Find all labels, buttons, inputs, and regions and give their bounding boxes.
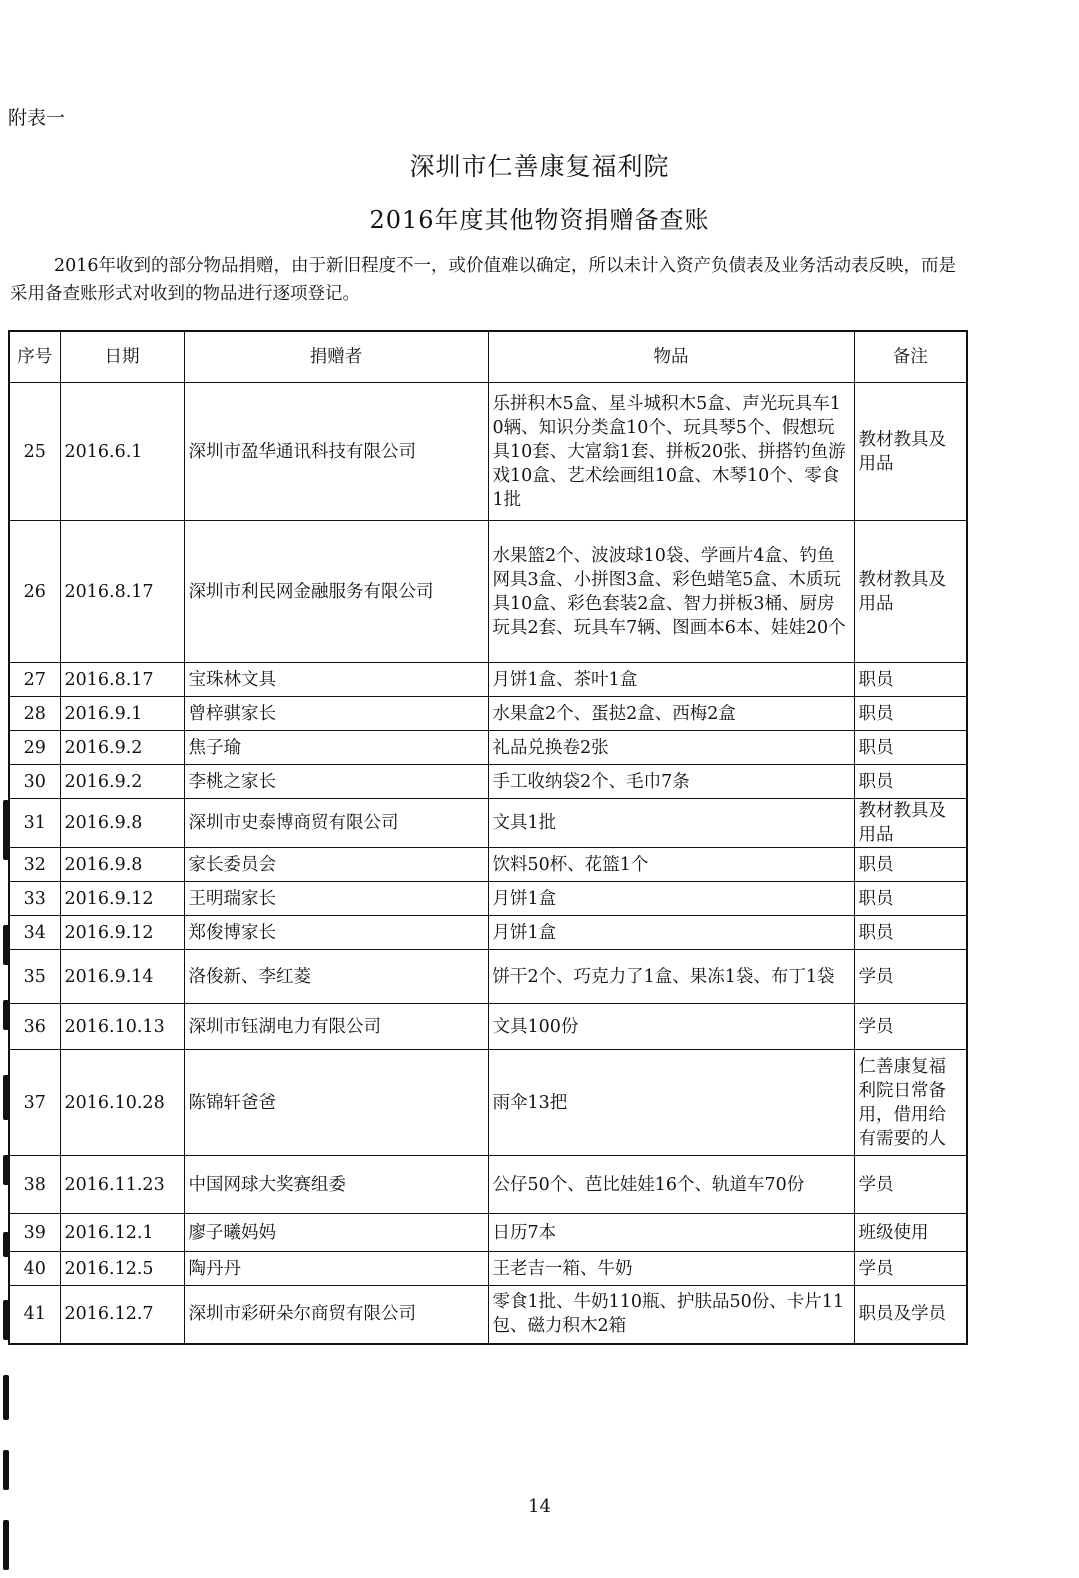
cell-items: 水果篮2个、波波球10袋、学画片4盒、钓鱼网具3盒、小拼图3盒、彩色蜡笔5盒、木质玩具10盒、彩色套装2盒、智力拼板3桶、厨房玩具2套、玩具车7辆、图画本6本、娃娃20个 <box>488 521 854 663</box>
cell-note: 学员 <box>854 1252 967 1286</box>
cell-donor: 王明瑞家长 <box>184 882 488 916</box>
table-row <box>9 950 967 1004</box>
cell-note: 学员 <box>854 950 967 1004</box>
cell-donor: 廖子曦妈妈 <box>184 1214 488 1252</box>
header-donor: 捐赠者 <box>184 331 488 383</box>
cell-seq: 32 <box>9 848 60 882</box>
cell-seq: 25 <box>9 383 60 521</box>
cell-note: 职员及学员 <box>854 1286 967 1344</box>
table-row <box>9 663 967 697</box>
cell-seq: 34 <box>9 916 60 950</box>
cell-donor: 家长委员会 <box>184 848 488 882</box>
table-row <box>9 383 967 521</box>
header-date: 日期 <box>60 331 184 383</box>
cell-donor: 陶丹丹 <box>184 1252 488 1286</box>
cell-note: 职员 <box>854 882 967 916</box>
cell-note: 职员 <box>854 697 967 731</box>
table-row <box>9 848 967 882</box>
cell-donor: 焦子瑜 <box>184 731 488 765</box>
table-row <box>9 882 967 916</box>
table-row <box>9 916 967 950</box>
cell-items: 王老吉一箱、牛奶 <box>488 1252 854 1286</box>
cell-date: 2016.9.14 <box>60 950 184 1004</box>
cell-date: 2016.9.2 <box>60 765 184 799</box>
cell-items: 文具100份 <box>488 1004 854 1050</box>
cell-items: 手工收纳袋2个、毛巾7条 <box>488 765 854 799</box>
table-row <box>9 1004 967 1050</box>
header-seq: 序号 <box>9 331 60 383</box>
cell-seq: 26 <box>9 521 60 663</box>
cell-note: 教材教具及用品 <box>854 521 967 663</box>
table-row <box>9 1050 967 1156</box>
table-row <box>9 765 967 799</box>
cell-note: 职员 <box>854 916 967 950</box>
cell-date: 2016.8.17 <box>60 663 184 697</box>
annex-label: 附表一 <box>8 107 66 129</box>
cell-seq: 36 <box>9 1004 60 1050</box>
cell-donor: 陈锦轩爸爸 <box>184 1050 488 1156</box>
header-note: 备注 <box>854 331 967 383</box>
cell-date: 2016.9.1 <box>60 697 184 731</box>
cell-items: 零食1批、牛奶110瓶、护肤品50份、卡片11包、磁力积木2箱 <box>488 1286 854 1344</box>
cell-note: 职员 <box>854 663 967 697</box>
table-row <box>9 697 967 731</box>
cell-items: 公仔50个、芭比娃娃16个、轨道车70份 <box>488 1156 854 1214</box>
cell-seq: 40 <box>9 1252 60 1286</box>
table-row <box>9 799 967 848</box>
document-title: 深圳市仁善康复福利院 <box>409 152 670 181</box>
cell-seq: 31 <box>9 799 60 848</box>
cell-note: 学员 <box>854 1156 967 1214</box>
table-row <box>9 731 967 765</box>
cell-items: 饮料50杯、花篮1个 <box>488 848 854 882</box>
cell-items: 乐拼积木5盒、星斗城积木5盒、声光玩具车10辆、知识分类盒10个、玩具琴5个、假想玩具10套、大富翁1套、拼板20张、拼搭钓鱼游戏10盒、艺术绘画组10盒、木琴10个、零食1批 <box>488 383 854 521</box>
cell-donor: 深圳市彩研朵尔商贸有限公司 <box>184 1286 488 1344</box>
cell-items: 礼品兑换卷2张 <box>488 731 854 765</box>
cell-donor: 深圳市利民网金融服务有限公司 <box>184 521 488 663</box>
table-body <box>9 383 967 1344</box>
cell-seq: 41 <box>9 1286 60 1344</box>
cell-seq: 39 <box>9 1214 60 1252</box>
table-row <box>9 1214 967 1252</box>
cell-items: 饼干2个、巧克力了1盒、果冻1袋、布丁1袋 <box>488 950 854 1004</box>
cell-date: 2016.11.23 <box>60 1156 184 1214</box>
table-row <box>9 1252 967 1286</box>
cell-donor: 中国网球大奖赛组委 <box>184 1156 488 1214</box>
cell-note: 职员 <box>854 765 967 799</box>
document-subtitle: 2016年度其他物资捐赠备查账 <box>369 206 710 234</box>
cell-donor: 深圳市史泰博商贸有限公司 <box>184 799 488 848</box>
cell-donor: 李桃之家长 <box>184 765 488 799</box>
cell-note: 仁善康复福利院日常备用，借用给有需要的人 <box>854 1050 967 1156</box>
cell-date: 2016.9.8 <box>60 799 184 848</box>
cell-seq: 30 <box>9 765 60 799</box>
cell-date: 2016.9.2 <box>60 731 184 765</box>
cell-date: 2016.10.28 <box>60 1050 184 1156</box>
cell-seq: 28 <box>9 697 60 731</box>
cell-note: 教材教具及用品 <box>854 383 967 521</box>
cell-items: 文具1批 <box>488 799 854 848</box>
cell-seq: 37 <box>9 1050 60 1156</box>
cell-date: 2016.8.17 <box>60 521 184 663</box>
cell-donor: 曾梓骐家长 <box>184 697 488 731</box>
cell-note: 学员 <box>854 1004 967 1050</box>
cell-date: 2016.9.12 <box>60 916 184 950</box>
cell-donor: 宝珠林文具 <box>184 663 488 697</box>
cell-items: 雨伞13把 <box>488 1050 854 1156</box>
header-items: 物品 <box>488 331 854 383</box>
cell-items: 月饼1盒 <box>488 916 854 950</box>
table-header-row <box>9 331 967 383</box>
cell-seq: 33 <box>9 882 60 916</box>
cell-date: 2016.9.8 <box>60 848 184 882</box>
cell-note: 职员 <box>854 848 967 882</box>
cell-note: 班级使用 <box>854 1214 967 1252</box>
cell-seq: 38 <box>9 1156 60 1214</box>
cell-note: 职员 <box>854 731 967 765</box>
cell-date: 2016.12.1 <box>60 1214 184 1252</box>
cell-date: 2016.12.7 <box>60 1286 184 1344</box>
cell-items: 月饼1盒、茶叶1盒 <box>488 663 854 697</box>
cell-items: 日历7本 <box>488 1214 854 1252</box>
cell-items: 水果盒2个、蛋挞2盒、西梅2盒 <box>488 697 854 731</box>
cell-donor: 深圳市钰湖电力有限公司 <box>184 1004 488 1050</box>
donation-ledger-table <box>8 330 968 1345</box>
table-row <box>9 1156 967 1214</box>
cell-date: 2016.6.1 <box>60 383 184 521</box>
cell-items: 月饼1盒 <box>488 882 854 916</box>
page-number: 14 <box>528 1496 551 1517</box>
cell-seq: 27 <box>9 663 60 697</box>
cell-seq: 29 <box>9 731 60 765</box>
cell-date: 2016.9.12 <box>60 882 184 916</box>
cell-note: 教材教具及用品 <box>854 799 967 848</box>
intro-paragraph: 2016年收到的部分物品捐赠，由于新旧程度不一，或价值难以确定，所以未计入资产负债表及业务活动表反映，而是采用备查账形式对收到的物品进行逐项登记。 <box>10 256 957 304</box>
cell-donor: 郑俊博家长 <box>184 916 488 950</box>
table-row <box>9 1286 967 1344</box>
cell-date: 2016.12.5 <box>60 1252 184 1286</box>
cell-date: 2016.10.13 <box>60 1004 184 1050</box>
cell-donor: 洛俊新、李红菱 <box>184 950 488 1004</box>
cell-donor: 深圳市盈华通讯科技有限公司 <box>184 383 488 521</box>
cell-seq: 35 <box>9 950 60 1004</box>
table-row <box>9 521 967 663</box>
